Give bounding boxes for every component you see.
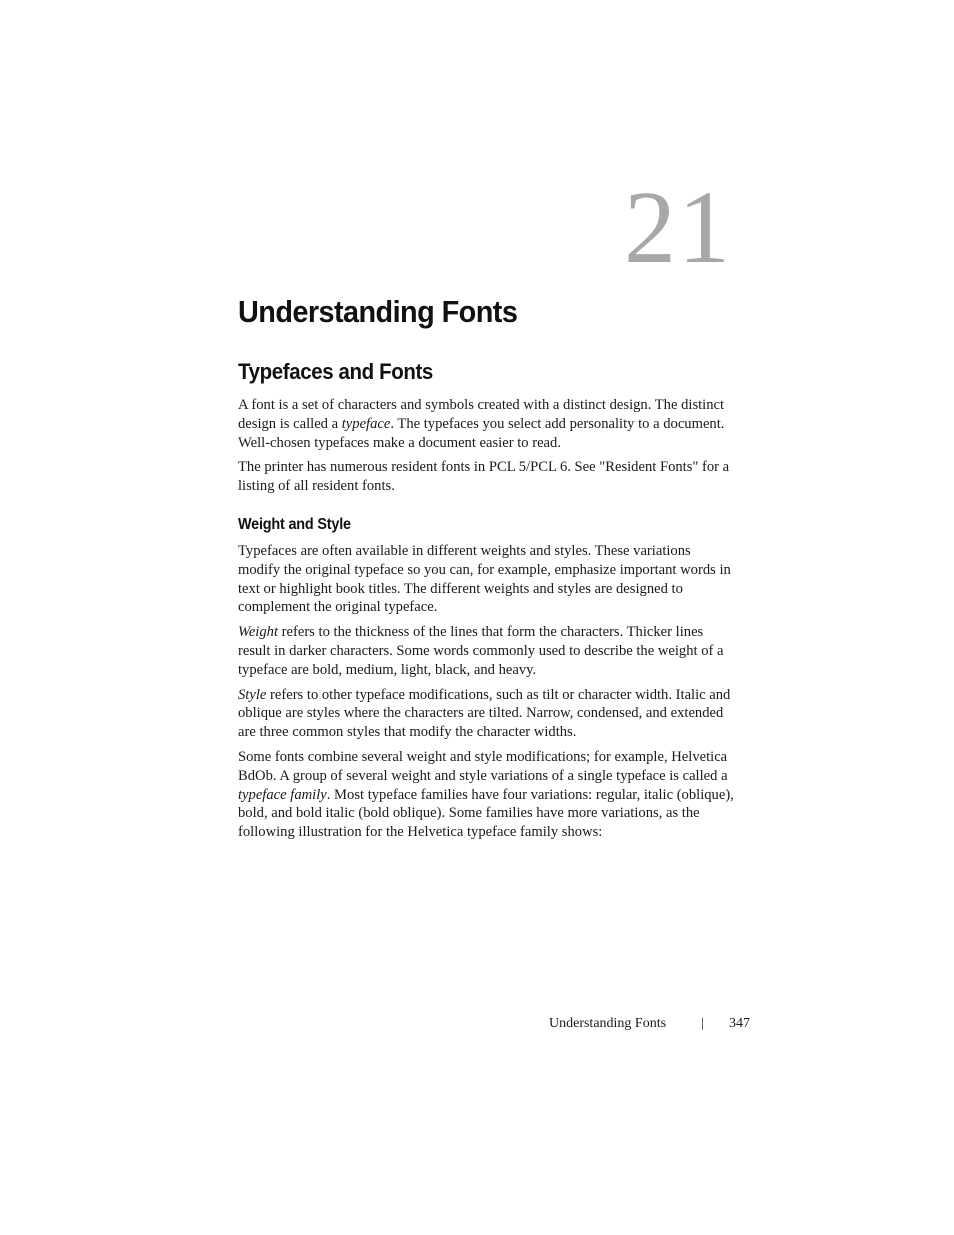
- paragraph: [238, 458, 736, 496]
- text-run: Some fonts combine several weight and style modifications; for example, Helvetica BdOb. A group of several weight and style variations of a single typeface is called a: [238, 748, 728, 784]
- emphasized-term: typeface: [341, 415, 391, 432]
- text-run: refers to the thickness of the lines that form the characters. Thicker lines result in darker characters. Some words commonly used to describe the weight of a typeface are bold, medium, light, black, and heavy.: [238, 624, 724, 678]
- paragraph: [238, 396, 736, 452]
- page-number: 347: [729, 1016, 750, 1031]
- paragraph: [238, 542, 736, 617]
- text-run: . Most typeface families have four variations: regular, italic (oblique), bold, and bold italic (bold oblique). Some families have more variations, as the following illustration for the Helvetica typeface family shows:: [238, 786, 734, 841]
- paragraph: [238, 748, 736, 842]
- emphasized-term: Style: [238, 686, 267, 703]
- paragraph: [238, 686, 736, 742]
- text-run: refers to other typeface modifications, such as tilt or character width. Italic and oblique are styles where the characters are tilted. Narrow, condensed, and extended are three common styles that modify the character widths.: [238, 686, 731, 741]
- section-heading-typefaces-and-fonts: Typefaces and Fonts: [238, 359, 433, 384]
- text-run: The printer has numerous resident fonts in PCL 5/PCL 6. See "Resident Fonts" for a listing of all resident fonts.: [238, 459, 730, 495]
- page-content: [238, 357, 736, 848]
- footer-section-title: Understanding Fonts: [549, 1016, 667, 1031]
- chapter-number: 21: [624, 170, 732, 285]
- emphasized-term: Weight: [238, 624, 278, 641]
- text-run: Typefaces are often available in different weights and styles. These variations modify the original typeface so you can, for example, emphasize important words in text or highlight book titles. The different weights and styles are designed to complement the original typeface.: [238, 542, 731, 616]
- emphasized-term: typeface family: [238, 786, 327, 803]
- paragraph: [238, 623, 736, 679]
- text-run: . The typefaces you select add personality to a document. Well-chosen typefaces make a document easier to read.: [238, 415, 725, 451]
- chapter-title: Understanding Fonts: [238, 294, 518, 329]
- text-run: A font is a set of characters and symbols created with a distinct design. The distinct design is called a: [238, 397, 725, 432]
- subsection-heading-weight-and-style: Weight and Style: [238, 515, 351, 533]
- footer-divider: |: [701, 1016, 704, 1031]
